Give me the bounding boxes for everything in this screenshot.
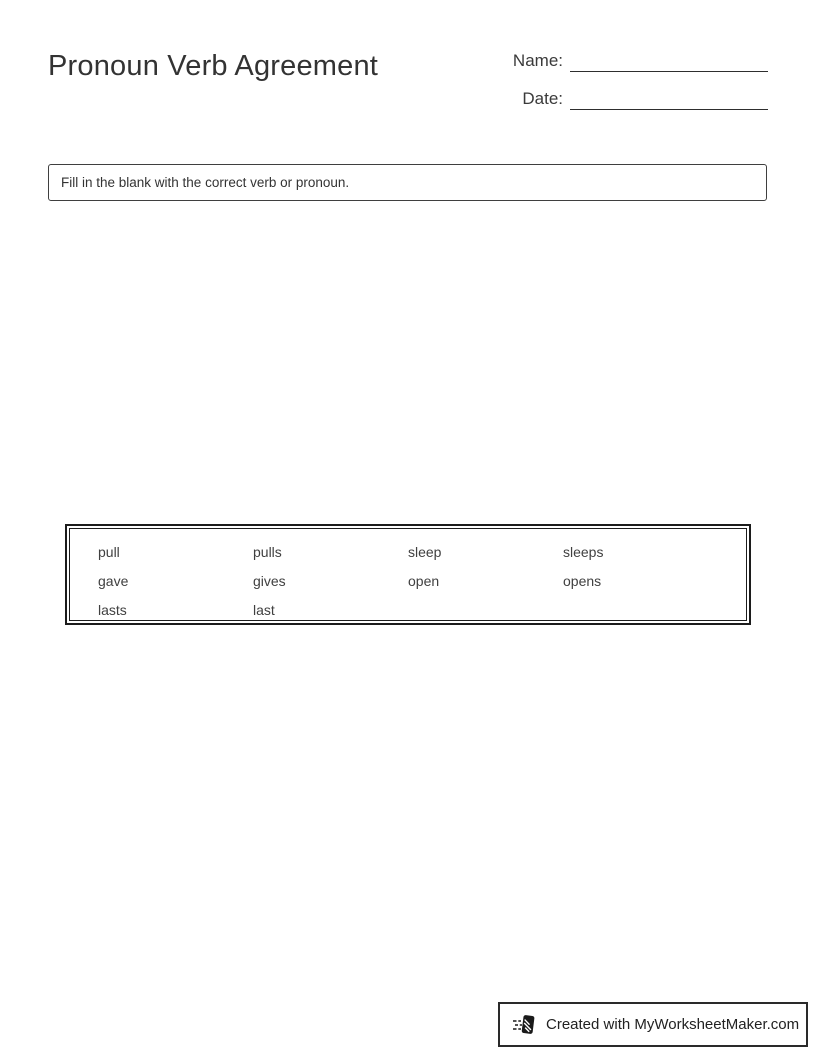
word-bank-item: pulls (253, 544, 282, 560)
date-field-row (500, 88, 768, 110)
word-bank-item: gave (98, 573, 129, 589)
credit-badge (498, 1002, 808, 1047)
date-write-line (570, 90, 768, 110)
header-fields (500, 50, 768, 126)
word-bank-item: open (408, 573, 440, 589)
name-field-row (500, 50, 768, 72)
word-bank-item: sleep (408, 544, 442, 560)
word-bank-item: pull (98, 544, 120, 560)
word-bank-item: opens (563, 573, 602, 589)
worksheet-maker-logo-icon (512, 1012, 538, 1038)
word-bank-item: lasts (98, 602, 127, 618)
word-bank-item: sleeps (563, 544, 604, 560)
instructions-box (48, 164, 767, 201)
word-bank-grid (69, 528, 747, 621)
credit-text: Created with MyWorksheetMaker.com (546, 1016, 800, 1033)
date-label: Date: (522, 89, 563, 108)
word-bank (65, 524, 751, 625)
word-bank-item: gives (253, 573, 286, 589)
name-label: Name: (512, 51, 563, 70)
page-title: Pronoun Verb Agreement (48, 50, 379, 82)
name-write-line (570, 52, 768, 72)
instructions-text: Fill in the blank with the correct verb or pronoun. (61, 175, 350, 190)
word-bank-item: last (253, 602, 275, 618)
